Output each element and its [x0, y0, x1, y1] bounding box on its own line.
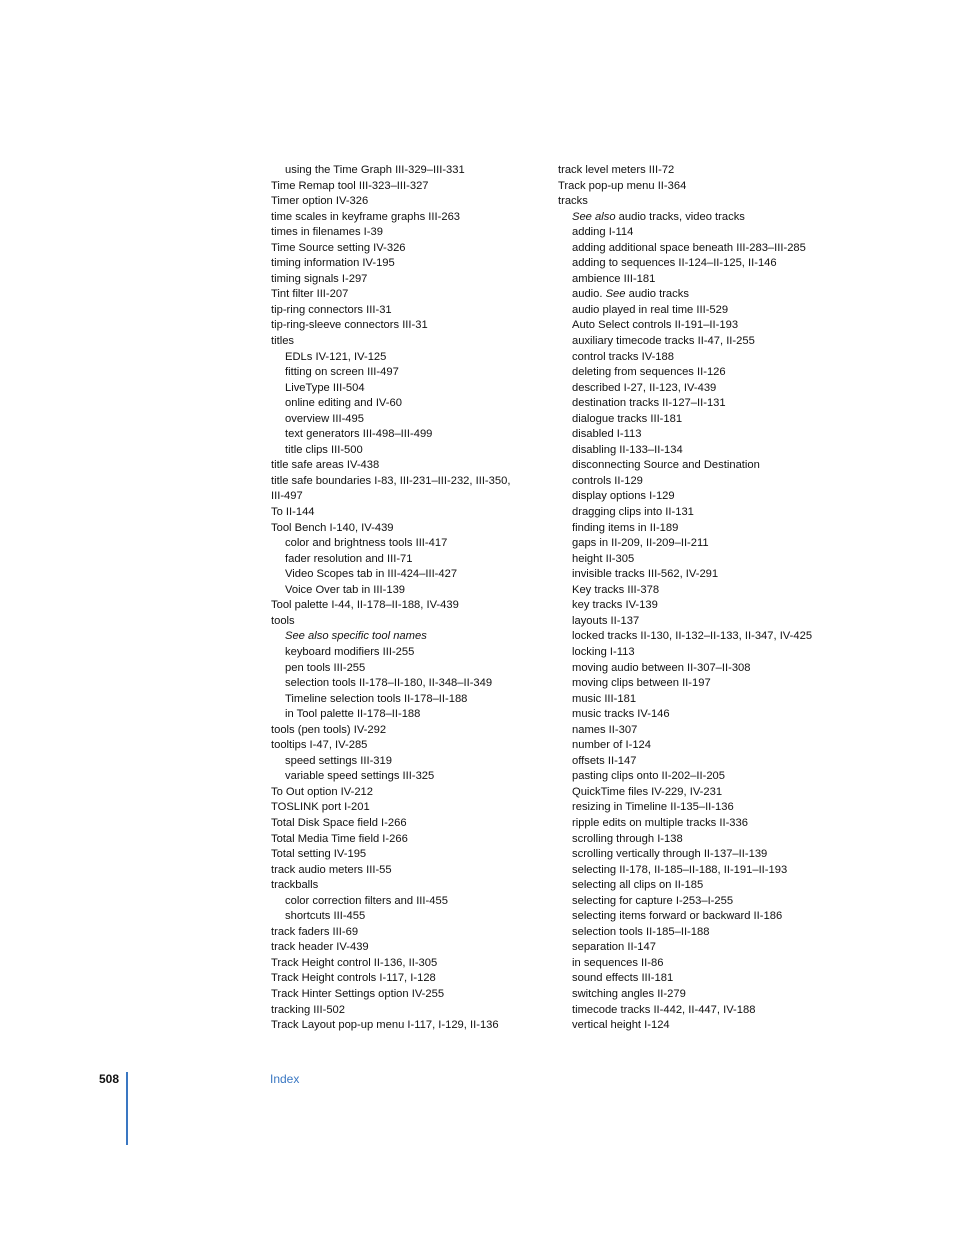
- index-entry: [271, 210, 541, 226]
- index-entry: [558, 629, 828, 645]
- index-entry: [271, 303, 541, 319]
- index-entry: [271, 350, 541, 366]
- index-entry: [271, 1003, 541, 1019]
- index-entry: [271, 676, 541, 692]
- index-entry-text: scrolling vertically through II-137–II-139: [572, 848, 768, 861]
- index-entry: [271, 583, 541, 599]
- index-entry-text: audio tracks, video tracks: [615, 210, 745, 223]
- index-entry-text: display options I-129: [572, 490, 675, 503]
- index-entry: [558, 225, 828, 241]
- index-entry: [558, 505, 828, 521]
- index-entry-text: tools: [271, 614, 295, 627]
- index-entry: [271, 567, 541, 583]
- index-entry-text: height II-305: [572, 552, 635, 565]
- index-entry-text: EDLs IV-121, IV-125: [285, 350, 387, 363]
- index-entry: [271, 754, 541, 770]
- section-label: Index: [270, 1072, 300, 1086]
- index-entry-text: moving clips between II-197: [572, 677, 711, 690]
- index-entry: [271, 412, 541, 428]
- index-entry-text: times in filenames I-39: [271, 226, 383, 239]
- index-entry: [271, 365, 541, 381]
- index-entry: [271, 847, 541, 863]
- index-entry-text: TOSLINK port I-201: [271, 801, 370, 814]
- index-entry-text: described I-27, II-123, IV-439: [572, 381, 717, 394]
- index-entry: [271, 552, 541, 568]
- index-entry: [271, 832, 541, 848]
- index-entry-text: timing signals I-297: [271, 272, 368, 285]
- index-entry: [271, 785, 541, 801]
- index-entry-text: scrolling through I-138: [572, 832, 683, 845]
- index-entry: [271, 800, 541, 816]
- index-entry: [558, 676, 828, 692]
- index-entry-text: tools (pen tools) IV-292: [271, 723, 387, 736]
- index-entry-text: tracks: [558, 195, 588, 208]
- index-entry: [558, 738, 828, 754]
- index-entry-text: To II-144: [271, 506, 315, 519]
- index-entry: [271, 940, 541, 956]
- index-entry-text: tooltips I-47, IV-285: [271, 739, 368, 752]
- index-entry: [271, 971, 541, 987]
- index-entry: [271, 878, 541, 894]
- index-entry-text: tip-ring-sleeve connectors III-31: [271, 319, 428, 332]
- index-column-right: [558, 163, 828, 1034]
- index-entry: [271, 816, 541, 832]
- index-entry-text: Video Scopes tab in III-424–III-427: [285, 568, 458, 581]
- index-entry-text: control tracks IV-188: [572, 350, 674, 363]
- index-entry: [558, 909, 828, 925]
- index-entry-text: Tool palette I-44, II-178–II-188, IV-439: [271, 599, 459, 612]
- index-entry: [271, 598, 541, 614]
- index-entry-text: audio played in real time III-529: [572, 303, 729, 316]
- index-entry-text: sound effects III-181: [572, 972, 674, 985]
- index-entry-text: layouts II-137: [572, 614, 640, 627]
- index-entry-text: Track Height controls I-117, I-128: [271, 972, 436, 985]
- index-entry: [271, 396, 541, 412]
- index-entry: [558, 256, 828, 272]
- index-entry-text: moving audio between II-307–II-308: [572, 661, 751, 674]
- index-entry-text: Key tracks III-378: [572, 583, 660, 596]
- index-entry-text: color and brightness tools III-417: [285, 537, 448, 550]
- index-entry: [558, 925, 828, 941]
- index-entry: [558, 971, 828, 987]
- see-label: See: [605, 288, 626, 301]
- index-entry: [271, 427, 541, 443]
- index-entry: [558, 396, 828, 412]
- index-entry: [271, 287, 541, 303]
- index-entry: [558, 334, 828, 350]
- index-entry: [271, 925, 541, 941]
- index-entry-text: tip-ring connectors III-31: [271, 303, 392, 316]
- index-entry-text: Total Disk Space field I-266: [271, 816, 407, 829]
- index-entry-text: audio tracks: [625, 288, 689, 301]
- index-entry: [558, 940, 828, 956]
- index-entry-text: in Tool palette II-178–II-188: [285, 708, 421, 721]
- index-entry: [558, 521, 828, 537]
- index-entry: [558, 800, 828, 816]
- index-entry: [558, 769, 828, 785]
- index-entry: [271, 505, 541, 521]
- index-entry: [271, 458, 541, 474]
- index-entry: [271, 381, 541, 397]
- footer-rule: [126, 1072, 128, 1145]
- index-entry: [558, 241, 828, 257]
- index-entry: [271, 272, 541, 288]
- index-entry-text: disabled I-113: [572, 428, 642, 441]
- index-entry-text: selecting II-178, II-185–II-188, II-191–II-193: [572, 863, 788, 876]
- index-entry-text: Track Hinter Settings option IV-255: [271, 987, 445, 1000]
- index-entry-text: QuickTime files IV-229, IV-231: [572, 785, 723, 798]
- index-entry: [271, 241, 541, 257]
- index-entry: [558, 194, 828, 210]
- index-entry-text: tracking III-502: [271, 1003, 345, 1016]
- index-entry: [558, 427, 828, 443]
- index-entry-text: disconnecting Source and Destination: [572, 459, 760, 472]
- index-entry-text: keyboard modifiers III-255: [285, 645, 415, 658]
- index-entry-text: auxiliary timecode tracks II-47, II-255: [572, 335, 755, 348]
- index-entry: [271, 629, 541, 645]
- index-entry-text: track level meters III-72: [558, 164, 675, 176]
- index-entry-text: III-497: [271, 490, 303, 503]
- index-entry-text: Timer option IV-326: [271, 195, 369, 208]
- index-entry-text: To Out option IV-212: [271, 785, 373, 798]
- index-entry: [558, 567, 828, 583]
- index-entry: [558, 832, 828, 848]
- index-entry-text: text generators III-498–III-499: [285, 428, 433, 441]
- index-entry-text: adding I-114: [572, 226, 634, 239]
- index-entry-text: Tool Bench I-140, IV-439: [271, 521, 394, 534]
- index-entry-text: Track pop-up menu II-364: [558, 179, 687, 192]
- index-entry-text: switching angles II-279: [572, 987, 686, 1000]
- index-entry: [558, 847, 828, 863]
- index-entry-text: Timeline selection tools II-178–II-188: [285, 692, 468, 705]
- index-entry-text: dragging clips into II-131: [572, 506, 694, 519]
- index-entry: [271, 769, 541, 785]
- index-entry: [558, 303, 828, 319]
- index-entry: [271, 489, 541, 505]
- index-entry: [271, 956, 541, 972]
- index-entry: [271, 738, 541, 754]
- index-entry-text: Total Media Time field I-266: [271, 832, 408, 845]
- index-entry-text: dialogue tracks III-181: [572, 412, 683, 425]
- index-entry-text: invisible tracks III-562, IV-291: [572, 568, 719, 581]
- index-entry: [558, 816, 828, 832]
- index-entry-text: audio.: [572, 288, 606, 301]
- index-entry: [271, 474, 541, 490]
- index-entry: [558, 956, 828, 972]
- index-entry: [558, 1003, 828, 1019]
- index-entry-text: Track Height control II-136, II-305: [271, 956, 438, 969]
- index-entry: [558, 723, 828, 739]
- index-entry: [271, 987, 541, 1003]
- index-entry-text: fitting on screen III-497: [285, 366, 399, 379]
- index-entry-text: fader resolution and III-71: [285, 552, 413, 565]
- index-entry-text: selecting for capture I-253–I-255: [572, 894, 734, 907]
- index-entry: [271, 521, 541, 537]
- index-entry-text: vertical height I-124: [572, 1019, 670, 1032]
- index-entry: [558, 645, 828, 661]
- index-entry: [271, 707, 541, 723]
- index-entry: [271, 318, 541, 334]
- index-entry-text: music tracks IV-146: [572, 708, 670, 721]
- index-entry-text: destination tracks II-127–II-131: [572, 397, 726, 410]
- index-entry: [271, 536, 541, 552]
- index-entry-text: finding items in II-189: [572, 521, 679, 534]
- index-entry: [558, 754, 828, 770]
- index-entry: [558, 661, 828, 677]
- index-entry-text: in sequences II-86: [572, 956, 664, 969]
- index-entry-text: Track Layout pop-up menu I-117, I-129, II-136: [271, 1019, 499, 1032]
- index-entry: [558, 381, 828, 397]
- index-entry-text: offsets II-147: [572, 754, 637, 767]
- index-entry-text: controls II-129: [572, 474, 643, 487]
- index-entry: [271, 163, 541, 179]
- index-entry-text: Tint filter III-207: [271, 288, 349, 301]
- index-entry: [558, 163, 828, 179]
- index-entry-text: using the Time Graph III-329–III-331: [285, 164, 465, 176]
- index-entry: [558, 489, 828, 505]
- index-entry-text: time scales in keyframe graphs III-263: [271, 210, 461, 223]
- index-entry: [558, 614, 828, 630]
- index-entry: [271, 645, 541, 661]
- index-entry: [558, 987, 828, 1003]
- index-entry: [558, 863, 828, 879]
- index-entry: [271, 614, 541, 630]
- index-entry-text: key tracks IV-139: [572, 599, 658, 612]
- index-entry-text: See also specific tool names: [285, 630, 427, 643]
- index-entry: [558, 412, 828, 428]
- index-entry-text: pasting clips onto II-202–II-205: [572, 770, 725, 783]
- index-entry-text: selection tools II-185–II-188: [572, 925, 710, 938]
- index-entry-text: adding additional space beneath III-283–III-285: [572, 241, 806, 254]
- index-entry-text: locking I-113: [572, 645, 635, 658]
- index-entry-text: speed settings III-319: [285, 754, 392, 767]
- index-entry: [558, 878, 828, 894]
- index-entry: [558, 692, 828, 708]
- index-entry-text: Time Remap tool III-323–III-327: [271, 179, 429, 192]
- index-entry: [558, 1018, 828, 1034]
- index-entry: [558, 350, 828, 366]
- index-entry-text: online editing and IV-60: [285, 397, 402, 410]
- index-entry-text: trackballs: [271, 879, 319, 892]
- index-entry: [558, 474, 828, 490]
- index-entry: [271, 179, 541, 195]
- index-entry-text: deleting from sequences II-126: [572, 366, 726, 379]
- index-entry-text: LiveType III-504: [285, 381, 365, 394]
- index-entry-text: selecting all clips on II-185: [572, 879, 704, 892]
- index-entry-text: music III-181: [572, 692, 637, 705]
- index-entry: [271, 194, 541, 210]
- index-entry-text: track faders III-69: [271, 925, 359, 938]
- index-entry: [271, 1018, 541, 1034]
- index-entry-text: locked tracks II-130, II-132–II-133, II-347, IV-425: [572, 630, 813, 643]
- index-entry: [271, 334, 541, 350]
- index-entry: [271, 692, 541, 708]
- index-entry-text: title safe areas IV-438: [271, 459, 380, 472]
- index-entry: [558, 707, 828, 723]
- index-entry-text: color correction filters and III-455: [285, 894, 448, 907]
- index-entry-text: Voice Over tab in III-139: [285, 583, 406, 596]
- index-entry-text: ripple edits on multiple tracks II-336: [572, 816, 748, 829]
- index-column-left: [271, 163, 541, 1034]
- index-entry: [558, 552, 828, 568]
- index-entry: [558, 365, 828, 381]
- index-entry: [558, 598, 828, 614]
- index-entry: [558, 894, 828, 910]
- index-entry-text: number of I-124: [572, 739, 651, 752]
- index-entry: [271, 225, 541, 241]
- index-entry-text: separation II-147: [572, 941, 656, 954]
- see-also-label: See also: [572, 210, 616, 223]
- index-entry-text: variable speed settings III-325: [285, 770, 435, 783]
- index-entry-text: pen tools III-255: [285, 661, 366, 674]
- index-entry-text: Total setting IV-195: [271, 848, 367, 861]
- index-entry: [271, 256, 541, 272]
- index-entry-text: names II-307: [572, 723, 638, 736]
- index-entry: [558, 179, 828, 195]
- index-entry-text: titles: [271, 335, 295, 348]
- index-entry-text: timecode tracks II-442, II-447, IV-188: [572, 1003, 756, 1016]
- index-entry: [558, 272, 828, 288]
- page-number: 508: [99, 1072, 120, 1086]
- index-entry-text: Auto Select controls II-191–II-193: [572, 319, 739, 332]
- index-entry-text: ambience III-181: [572, 272, 656, 285]
- index-entry-text: shortcuts III-455: [285, 910, 366, 923]
- index-entry: [271, 894, 541, 910]
- index-entry: [558, 536, 828, 552]
- index-entry: [271, 863, 541, 879]
- index-entry-text: title safe boundaries I-83, III-231–III-232, III-350,: [271, 474, 511, 487]
- index-entry-text: gaps in II-209, II-209–II-211: [572, 537, 709, 550]
- index-entry-text: disabling II-133–II-134: [572, 443, 683, 456]
- index-entry-text: resizing in Timeline II-135–II-136: [572, 801, 734, 814]
- index-entry: [558, 785, 828, 801]
- index-entry: [558, 287, 828, 303]
- index-entry-text: overview III-495: [285, 412, 364, 425]
- index-entry-text: Time Source setting IV-326: [271, 241, 406, 254]
- index-entry: [271, 723, 541, 739]
- index-entry: [558, 583, 828, 599]
- index-entry: [271, 909, 541, 925]
- index-entry-text: adding to sequences II-124–II-125, II-146: [572, 257, 777, 270]
- index-entry-text: selection tools II-178–II-180, II-348–II-349: [285, 677, 493, 690]
- index-entry: [558, 210, 828, 226]
- index-entry-text: track header IV-439: [271, 941, 369, 954]
- index-entry: [558, 458, 828, 474]
- index-entry-text: selecting items forward or backward II-186: [572, 910, 783, 923]
- index-entry-text: title clips III-500: [285, 443, 363, 456]
- index-entry-text: track audio meters III-55: [271, 863, 392, 876]
- index-entry: [558, 318, 828, 334]
- index-entry: [271, 661, 541, 677]
- index-entry-text: timing information IV-195: [271, 257, 395, 270]
- index-entry: [558, 443, 828, 459]
- index-entry: [271, 443, 541, 459]
